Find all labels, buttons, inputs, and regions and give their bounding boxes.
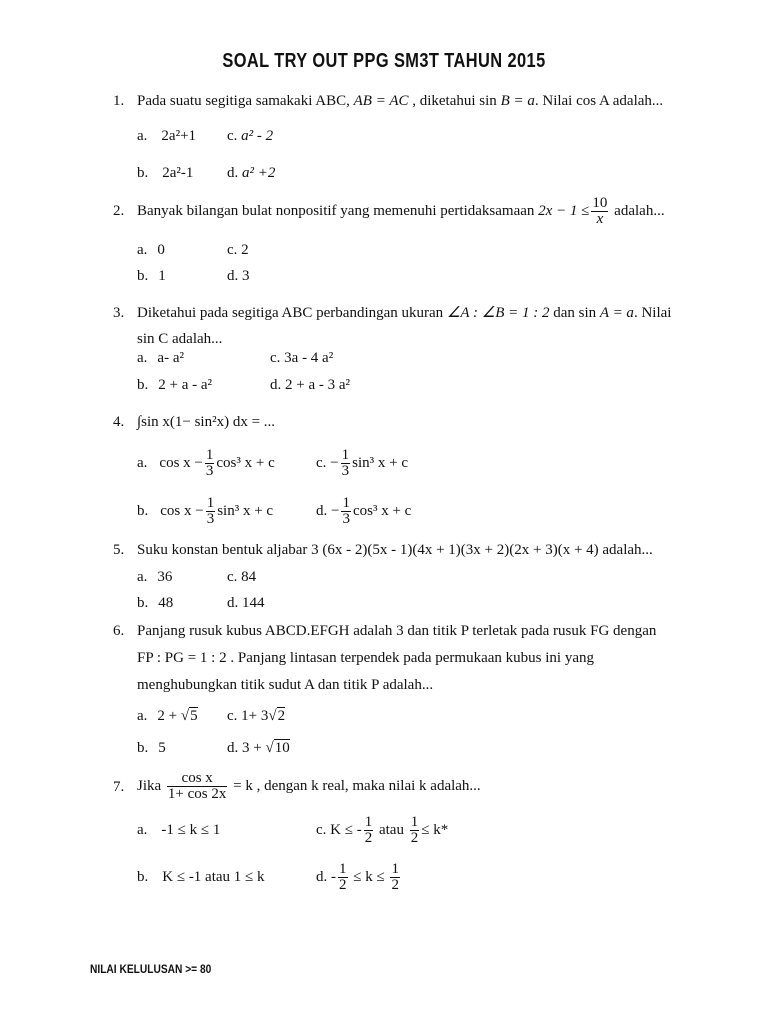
option-label: b. xyxy=(137,503,149,519)
question-text xyxy=(137,92,663,110)
denominator: 3 xyxy=(206,511,215,528)
fraction xyxy=(206,496,216,527)
text: , diketahui sin xyxy=(408,93,501,109)
math: B = a xyxy=(500,93,535,109)
option-a[interactable] xyxy=(137,349,184,367)
question-number: 6. xyxy=(113,623,125,639)
denominator: x xyxy=(596,211,604,228)
denominator: 2 xyxy=(364,830,373,847)
numerator: 1 xyxy=(391,861,399,878)
option-value: 2a²-1 xyxy=(162,165,194,181)
text: cos³ x + c xyxy=(216,455,275,471)
numerator: cos x xyxy=(167,771,227,787)
text: 3 + √ xyxy=(242,740,274,756)
option-label: c. xyxy=(316,822,327,838)
text: sin³ x + c xyxy=(217,503,274,519)
option-a[interactable] xyxy=(137,127,196,145)
text: 1+ 3√ xyxy=(241,708,277,724)
option-label: b. xyxy=(137,740,149,756)
fraction xyxy=(338,862,348,893)
option-label: d. xyxy=(316,869,328,885)
question-text xyxy=(137,193,665,229)
radicand: 10 xyxy=(274,740,290,756)
option-value: 48 xyxy=(158,595,174,611)
option-label: a. xyxy=(137,455,148,471)
math: 2x − 1 ≤ xyxy=(538,203,590,219)
option-label: c. xyxy=(227,128,238,144)
fraction xyxy=(341,496,351,527)
option-a[interactable] xyxy=(137,241,165,259)
numerator: 1 xyxy=(206,495,215,512)
numerator: 1 xyxy=(364,814,373,831)
question-text-line3: menghubungkan titik sudut A dan titik P adalah... xyxy=(137,677,434,693)
option-b[interactable] xyxy=(137,594,173,612)
option-b[interactable] xyxy=(137,739,166,757)
option-d[interactable] xyxy=(316,494,411,528)
radicand: 2 xyxy=(277,708,286,724)
option-label: d. xyxy=(227,740,239,756)
option-c[interactable] xyxy=(316,446,408,480)
option-label: b. xyxy=(137,595,149,611)
option-a[interactable] xyxy=(137,568,172,586)
option-value: 2 + a - a² xyxy=(158,377,213,393)
option-label: d. xyxy=(316,503,328,519)
option-label: a. xyxy=(137,350,148,366)
option-a[interactable] xyxy=(137,821,220,839)
option-d[interactable]: d. 3 xyxy=(227,268,250,284)
math: ∠A : ∠B = 1 : 2 xyxy=(446,305,550,321)
option-value: 5 xyxy=(158,740,166,756)
option-a[interactable] xyxy=(137,707,198,725)
fraction xyxy=(390,862,400,893)
denominator: 2 xyxy=(391,877,399,894)
fraction xyxy=(167,771,227,802)
option-d[interactable] xyxy=(227,164,275,182)
text: atau xyxy=(378,822,404,838)
question-number: 4. xyxy=(113,414,125,430)
question-number: 5. xyxy=(113,542,125,558)
text: Diketahui pada segitiga ABC perbandingan ukuran xyxy=(137,305,447,321)
denominator: 2 xyxy=(339,877,347,894)
question-number: 2. xyxy=(113,203,125,219)
numerator: 1 xyxy=(410,814,419,831)
math: AB = AC xyxy=(353,93,409,109)
text: cos x − xyxy=(159,455,203,471)
question-text-line2: sin C adalah... xyxy=(137,331,223,347)
text: 2 + √ xyxy=(157,708,190,724)
text: sin³ x + c xyxy=(352,455,409,471)
option-label: a. xyxy=(137,822,148,838)
option-label: b. xyxy=(137,165,149,181)
text: − xyxy=(330,455,339,471)
numerator: 1 xyxy=(205,447,214,464)
option-label: a. xyxy=(137,242,148,258)
question-number: 7. xyxy=(113,779,125,795)
text: . Nilai cos A adalah... xyxy=(534,93,664,109)
question-text: Panjang rusuk kubus ABCD.EFGH adalah 3 dan titik P terletak pada rusuk FG dengan xyxy=(137,623,657,639)
question-number: 1. xyxy=(113,93,125,109)
text: . Nilai xyxy=(633,305,672,321)
option-d[interactable]: d. 144 xyxy=(227,595,265,611)
option-value: 0 xyxy=(157,242,165,258)
fraction xyxy=(410,815,420,846)
option-value: 36 xyxy=(157,569,173,585)
option-d[interactable] xyxy=(227,739,290,757)
numerator: 1 xyxy=(342,495,350,512)
option-value: a² - 2 xyxy=(241,128,274,144)
text: cos³ x + c xyxy=(352,503,412,519)
numerator: 10 xyxy=(592,195,608,212)
text: adalah... xyxy=(610,203,665,219)
denominator: 3 xyxy=(341,463,350,480)
option-c[interactable] xyxy=(316,813,448,847)
numerator: 1 xyxy=(339,861,347,878)
option-value: a² +2 xyxy=(242,165,276,181)
question-text-line2: FP : PG = 1 : 2 . Panjang lintasan terpendek pada permukaan kubus ini yang xyxy=(137,650,594,666)
option-label: d. xyxy=(227,165,239,181)
page-title: SOAL TRY OUT PPG SM3T TAHUN 2015 xyxy=(222,50,546,72)
radicand: 5 xyxy=(190,708,198,724)
option-label: a. xyxy=(137,708,148,724)
text: Jika xyxy=(137,778,162,794)
option-value: 1 xyxy=(158,268,166,284)
text: dan sin xyxy=(549,305,600,321)
option-c[interactable]: c. 84 xyxy=(227,569,257,585)
fraction xyxy=(341,448,351,479)
option-label: c. xyxy=(227,708,238,724)
text: ≤ k* xyxy=(421,822,449,838)
text: Pada suatu segitiga samakaki ABC, xyxy=(137,93,354,109)
question-number: 3. xyxy=(113,305,125,321)
option-b[interactable] xyxy=(137,376,212,394)
text: = k , dengan k real, maka nilai k adalah... xyxy=(233,778,481,794)
question-text: Suku konstan bentuk aljabar 3 (6x - 2)(5x - 1)(4x + 1)(3x + 2)(2x + 3)(x + 4) adalah... xyxy=(137,542,653,558)
text: cos x − xyxy=(160,503,204,519)
passing-grade-note: NILAI KELULUSAN >= 80 xyxy=(90,962,212,976)
text: Banyak bilangan bulat nonpositif yang memenuhi pertidaksamaan xyxy=(137,203,539,219)
question-text xyxy=(137,768,481,804)
text: ≤ k ≤ xyxy=(353,869,385,885)
option-c[interactable]: c. 2 xyxy=(227,242,249,258)
question-text: ∫sin x(1− sin²x) dx = ... xyxy=(137,414,276,430)
fraction xyxy=(364,815,374,846)
option-label: a. xyxy=(137,128,148,144)
denominator: 2 xyxy=(410,830,419,847)
option-label: c. xyxy=(316,455,327,471)
option-label: b. xyxy=(137,268,149,284)
text: − xyxy=(331,503,340,519)
option-d[interactable] xyxy=(316,860,402,894)
option-c[interactable]: c. 3a - 4 a² xyxy=(270,350,334,366)
option-label: a. xyxy=(137,569,148,585)
option-b[interactable] xyxy=(137,868,265,886)
text: - xyxy=(331,869,336,885)
option-c[interactable] xyxy=(227,127,273,145)
option-b[interactable] xyxy=(137,267,166,285)
denominator: 3 xyxy=(205,463,214,480)
numerator: 1 xyxy=(341,447,350,464)
denominator: 1+ cos 2x xyxy=(167,786,227,803)
option-label: b. xyxy=(137,377,149,393)
text: K ≤ - xyxy=(330,822,362,838)
option-value: -1 ≤ k ≤ 1 xyxy=(161,822,221,838)
math: A = a xyxy=(599,305,634,321)
option-label: b. xyxy=(137,869,149,885)
question-text xyxy=(137,304,671,322)
option-value: K ≤ -1 atau 1 ≤ k xyxy=(162,869,265,885)
option-d[interactable]: d. 2 + a - 3 a² xyxy=(270,377,351,393)
fraction xyxy=(205,448,215,479)
option-a[interactable] xyxy=(137,446,275,480)
denominator: 3 xyxy=(342,511,350,528)
option-c[interactable] xyxy=(227,707,285,725)
fraction xyxy=(591,196,608,227)
option-b[interactable] xyxy=(137,164,193,182)
option-value: a- a² xyxy=(157,350,184,366)
option-value: 2a²+1 xyxy=(161,128,197,144)
option-b[interactable] xyxy=(137,494,273,528)
